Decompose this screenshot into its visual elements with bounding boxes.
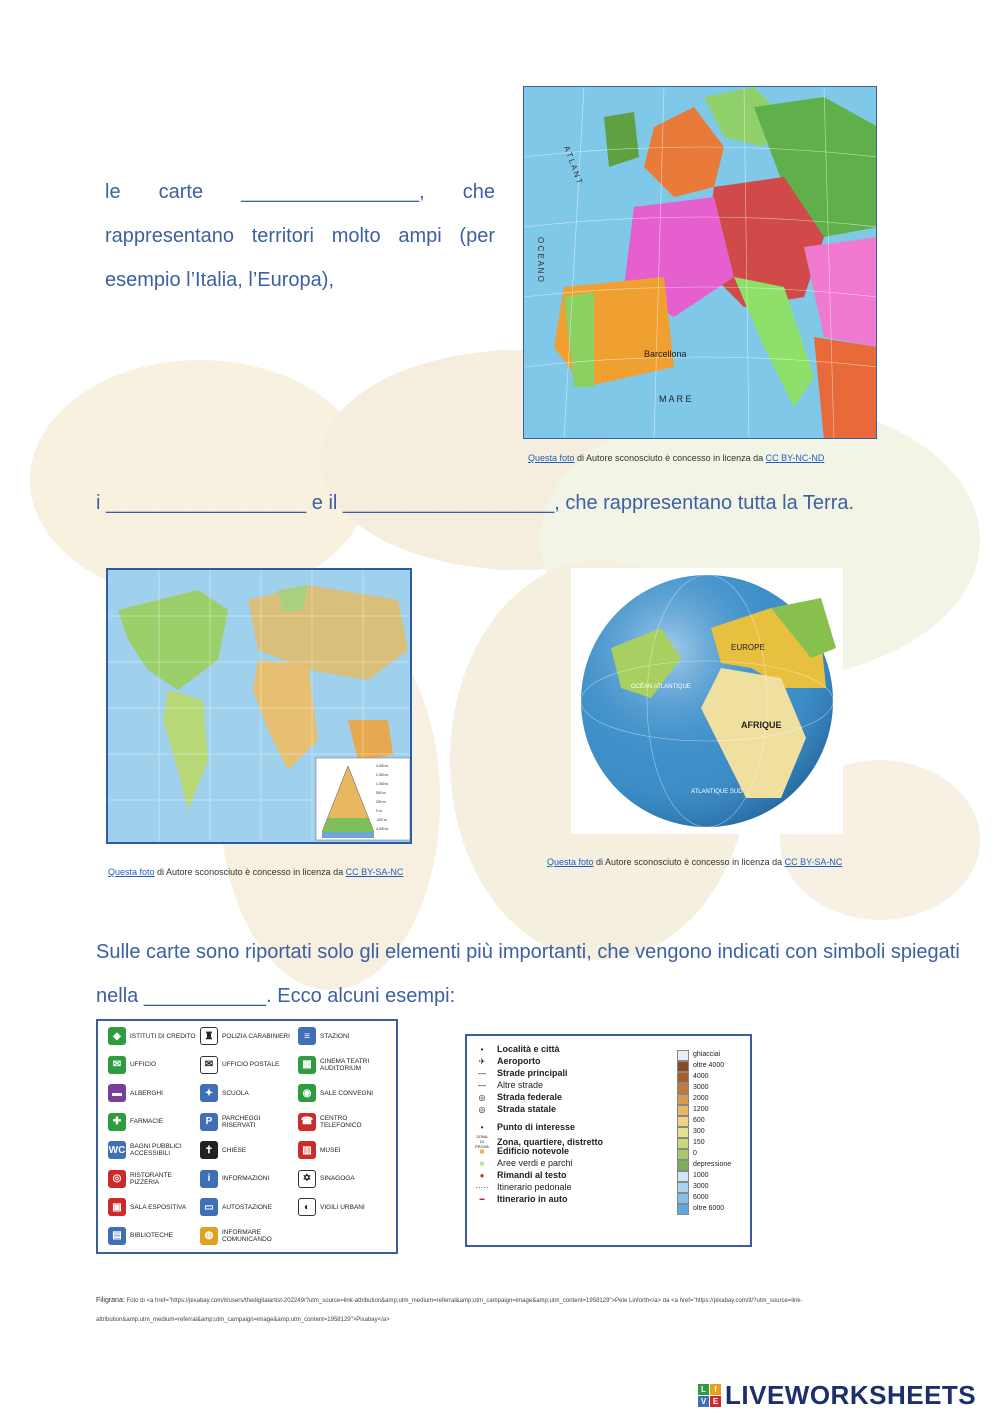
caption-globe: Questa foto di Autore sconosciuto è concesso in licenza da CC BY-SA-NC: [547, 857, 843, 867]
legend-symbol-item: [200, 1141, 292, 1159]
liveworksheets-logo: L I V E: [698, 1384, 721, 1407]
legend-symbol-icon: ✝: [200, 1141, 218, 1159]
elevation-label: 2000: [693, 1095, 709, 1102]
elevation-label: oltre 6000: [693, 1205, 725, 1212]
elevation-swatch: [677, 1050, 689, 1061]
map-legend-item: [475, 1194, 568, 1204]
legend-symbol-icon: ✦: [200, 1084, 218, 1102]
elevation-swatch: [677, 1116, 689, 1127]
scale-label: 4.000 m.: [376, 764, 390, 768]
map-label: Barcellona: [644, 349, 687, 359]
map-label: A T L A N T: [562, 144, 585, 186]
legend-symbol-label: MUSEI: [320, 1146, 341, 1154]
map-legend-label: Strada statale: [497, 1104, 557, 1114]
elevation-label: depressione: [693, 1161, 732, 1168]
elevation-label: 300: [693, 1128, 705, 1135]
elevation-label: 600: [693, 1117, 705, 1124]
elevation-swatch: [677, 1171, 689, 1182]
map-legend-item: [475, 1104, 556, 1114]
legend-symbol-label: FARMACIE: [130, 1118, 164, 1125]
scale-label: 200 m.: [376, 800, 387, 804]
elevation-label: 6000: [693, 1194, 709, 1201]
legend-symbol-icon: ▬: [108, 1084, 126, 1102]
map-legend-marker: ●: [479, 1170, 485, 1180]
legend-symbol-icon: P: [200, 1113, 218, 1131]
map-label: M A R E: [659, 394, 692, 404]
elevation-label: 4000: [693, 1073, 709, 1080]
legend-symbol-item: [108, 1198, 200, 1216]
elevation-label: 150: [693, 1139, 705, 1146]
elevation-swatch: [677, 1105, 689, 1116]
paragraph-whole-earth: i __________________ e il ___________________, che rappresentano tutta la Terra.: [96, 492, 855, 514]
legend-symbol-icon: ▦: [298, 1056, 316, 1074]
legend-symbol-icon: ✚: [108, 1113, 126, 1131]
globe-label: OCÉAN ATLANTIQUE: [631, 684, 691, 690]
elevation-swatch: [677, 1061, 689, 1072]
map-legend-item: [475, 1170, 567, 1180]
map-legend-marker: ◎: [478, 1092, 486, 1102]
legend-symbol-item: [200, 1027, 292, 1045]
map-legend-item: [475, 1068, 568, 1078]
map-legend-marker: ━: [479, 1194, 485, 1204]
elevation-swatch: [677, 1193, 689, 1204]
legend-symbol-label: AUTOSTAZIONE: [222, 1203, 272, 1211]
map-legend-label: Strada federale: [497, 1092, 563, 1102]
legend-symbol-icon: ✡: [298, 1170, 316, 1188]
legend-symbol-item: [108, 1056, 200, 1074]
legend-symbol-label: CINEMA TEATRI AUDITORIUM: [320, 1057, 370, 1072]
map-legend-label: Punto di interesse: [497, 1122, 576, 1132]
map-legend-marker: —: [478, 1068, 486, 1078]
world-map-image: [106, 568, 412, 844]
legend-symbol-icon: ☎: [298, 1113, 316, 1131]
watermark-credit: Filigrana: Foto di <a href="https://pixabay.com/it/users/thedigitalartist-202249/?utm_source=link-attribution&amp;utm_medium=referral&amp;utm_campaign=image&amp;utm_content=1958129">Pete Linforth</a> da <a href="https://pixabay.com/it/?utm_source=link-: [96, 1297, 803, 1304]
legend-symbol-icon: ✉: [108, 1056, 126, 1074]
legend-symbol-icon: ◉: [298, 1084, 316, 1102]
globe-label: AFRIQUE: [741, 720, 782, 730]
map-legend-label: Rimandi al testo: [497, 1170, 567, 1180]
legend-symbol-label: SALE CONVEGNI: [320, 1089, 374, 1097]
license-link[interactable]: CC BY-NC-ND: [765, 453, 825, 463]
legend-symbol-icon: ◆: [108, 1027, 126, 1045]
elevation-label: 1000: [693, 1172, 709, 1179]
map-legend-item: [475, 1122, 575, 1132]
liveworksheets-brand[interactable]: [698, 1380, 976, 1411]
elevation-swatch: [677, 1204, 689, 1215]
legend-symbol-item: [298, 1056, 390, 1074]
elevation-swatch: [677, 1083, 689, 1094]
legend-symbol-item: [298, 1084, 390, 1102]
map-legend-item: [475, 1092, 562, 1102]
elevation-label: 0: [693, 1150, 697, 1157]
legend-symbol-item: [298, 1198, 390, 1216]
legend-symbol-icon: ◐: [298, 1198, 316, 1216]
elevation-label: oltre 4000: [693, 1062, 725, 1069]
legend-symbol-label: BIBLIOTECHE: [130, 1232, 173, 1239]
map-legend-item: [475, 1182, 572, 1192]
europe-map-image: [523, 86, 877, 439]
map-legend-label: Aeroporto: [497, 1056, 541, 1066]
legend-symbol-item: [108, 1027, 200, 1045]
elevation-swatch: [677, 1072, 689, 1083]
legend-symbol-label: CHIESE: [222, 1146, 247, 1154]
legend-symbol-icon: i: [200, 1170, 218, 1188]
photo-link[interactable]: Questa foto: [528, 453, 575, 463]
legend-symbol-item: [200, 1227, 292, 1245]
legend-symbol-item: [200, 1170, 292, 1188]
elevation-swatch: [677, 1138, 689, 1149]
legend-symbol-label: STAZIONI: [320, 1032, 350, 1040]
watermark-credit-label: Filigrana:: [96, 1297, 125, 1304]
scale-label: 1.000 m.: [376, 782, 390, 786]
legend-symbol-label: ISTITUTI DI CREDITO: [130, 1032, 196, 1040]
symbols-legend: [96, 1019, 398, 1254]
map-legend-marker: •: [480, 1122, 484, 1132]
map-legend-item: [475, 1080, 543, 1090]
legend-symbol-item: [108, 1113, 200, 1131]
map-legend-marker: ·····: [475, 1182, 489, 1192]
legend-symbol-icon: ▥: [298, 1141, 316, 1159]
elevation-label: 3000: [693, 1084, 709, 1091]
map-legend-marker: —: [478, 1080, 486, 1090]
map-legend-item: [475, 1158, 573, 1168]
elevation-swatch: [677, 1149, 689, 1160]
legend-symbol-icon: ▤: [108, 1227, 126, 1245]
map-legend-label: Strade principali: [497, 1068, 568, 1078]
legend-symbol-item: [298, 1170, 390, 1188]
legend-symbol-label: SALA ESPOSITIVA: [130, 1203, 187, 1211]
legend-symbol-item: [200, 1198, 292, 1216]
elevation-label: 3000: [693, 1183, 709, 1190]
legend-symbol-item: [108, 1227, 200, 1245]
legend-symbol-icon: ◎: [108, 1170, 126, 1188]
legend-symbol-icon: WC: [108, 1141, 126, 1159]
legend-symbol-label: UFFICIO: [130, 1061, 156, 1068]
license-link[interactable]: CC BY-SA-NC: [784, 857, 843, 867]
legend-symbol-item: [108, 1084, 200, 1102]
legend-symbol-label: VIGILI URBANI: [320, 1203, 365, 1211]
legend-symbol-icon: ≡: [298, 1027, 316, 1045]
elevation-swatch: [677, 1182, 689, 1193]
map-legend-marker: ZONA DI PROVA: [475, 1134, 489, 1149]
caption-world-map: Questa foto di Autore sconosciuto è concesso in licenza da CC BY-SA-NC: [108, 867, 404, 877]
map-legend-marker: ✈: [478, 1056, 486, 1066]
photo-link[interactable]: Questa foto: [108, 867, 155, 877]
map-legend-marker: ■: [479, 1146, 485, 1156]
legend-symbol-icon: ✉: [200, 1056, 218, 1074]
map-legend-label: Località e città: [497, 1044, 560, 1054]
elevation-scale-bar: [677, 1050, 689, 1215]
elevation-swatch: [677, 1094, 689, 1105]
legend-symbol-item: [200, 1056, 292, 1074]
legend-symbol-item: [108, 1141, 200, 1159]
elevation-label: ghiacciai: [693, 1051, 721, 1058]
legend-symbol-icon: ▭: [200, 1198, 218, 1216]
map-legend-marker: ◎: [478, 1104, 486, 1114]
legend-symbol-item: [200, 1084, 292, 1102]
map-legend-label: Edificio notevole: [497, 1146, 570, 1156]
map-legend: [465, 1034, 752, 1247]
legend-symbol-label: ALBERGHI: [130, 1089, 163, 1097]
scale-label: 500 m.: [376, 791, 387, 795]
legend-symbol-icon: ♜: [200, 1027, 218, 1045]
legend-symbol-label: INFORMAZIONI: [222, 1175, 270, 1182]
scale-label: 4.000 m.: [376, 827, 390, 831]
legend-symbol-item: [298, 1141, 390, 1159]
paragraph-legend: Sulle carte sono riportati solo gli elementi più importanti, che vengono indicati con simboli spiegati nella ___________. Ecco alcuni esempi:: [96, 941, 960, 1007]
brand-name: LIVEWORKSHEETS: [725, 1380, 977, 1410]
legend-symbol-label: UFFICIO POSTALE: [222, 1061, 280, 1068]
map-label: O C E A N O: [536, 237, 545, 282]
legend-symbol-label: SINAGOGA: [320, 1175, 355, 1182]
license-link[interactable]: CC BY-SA-NC: [345, 867, 404, 877]
map-legend-marker: •: [480, 1044, 484, 1054]
legend-symbol-label: POLIZIA CARABINIERI: [222, 1032, 290, 1040]
legend-symbol-icon: ▣: [108, 1198, 126, 1216]
legend-symbol-label: BAGNI PUBBLICI ACCESSIBILI: [130, 1143, 182, 1157]
photo-link[interactable]: Questa foto: [547, 857, 594, 867]
legend-symbol-item: [108, 1170, 200, 1188]
map-legend-label: Aree verdi e parchi: [497, 1158, 573, 1168]
map-legend-label: Itinerario pedonale: [497, 1182, 572, 1192]
scale-label: 0 m.: [376, 809, 383, 813]
map-legend-item: [475, 1146, 569, 1156]
elevation-swatch: [677, 1160, 689, 1171]
legend-symbol-label: INFORMARE COMUNICANDO: [222, 1228, 272, 1243]
watermark-credit-line2: attribution&amp;utm_medium=referral&amp;utm_campaign=image&amp;utm_content=1958129">Pixabay</a>: [96, 1317, 390, 1323]
globe-label: ATLANTIQUE SUD: [691, 789, 743, 795]
legend-symbol-item: [298, 1113, 390, 1131]
caption-europe-map: Questa foto di Autore sconosciuto è concesso in licenza da CC BY-NC-ND: [528, 453, 825, 463]
paragraph-regional-maps: le carte ________________, che rappresentano territori molto ampi (per esempio l’Italia, l’Europa),: [105, 181, 495, 291]
globe-image: [571, 568, 843, 834]
scale-label: 2.000 m.: [376, 773, 390, 777]
map-legend-label: Altre strade: [497, 1080, 544, 1090]
map-legend-label: Itinerario in auto: [497, 1194, 568, 1204]
legend-symbol-item: [200, 1113, 292, 1131]
globe-label: EUROPE: [731, 643, 765, 652]
legend-symbol-item: [298, 1027, 390, 1045]
map-legend-marker: ■: [479, 1158, 485, 1168]
legend-symbol-icon: ◍: [200, 1227, 218, 1245]
scale-label: -200 m.: [376, 818, 388, 822]
legend-symbol-label: PARCHEGGI RISERVATI: [222, 1114, 261, 1129]
map-legend-label: Zona, quartiere, distretto: [497, 1136, 604, 1147]
elevation-swatch: [677, 1127, 689, 1138]
legend-symbol-label: CENTRO TELEFONICO: [320, 1114, 362, 1129]
map-legend-item: [475, 1056, 541, 1066]
elevation-label: 1200: [693, 1106, 709, 1113]
map-legend-item: [475, 1044, 560, 1054]
legend-symbol-label: RISTORANTE PIZZERIA: [130, 1171, 172, 1186]
legend-symbol-label: SCUOLA: [222, 1089, 249, 1097]
